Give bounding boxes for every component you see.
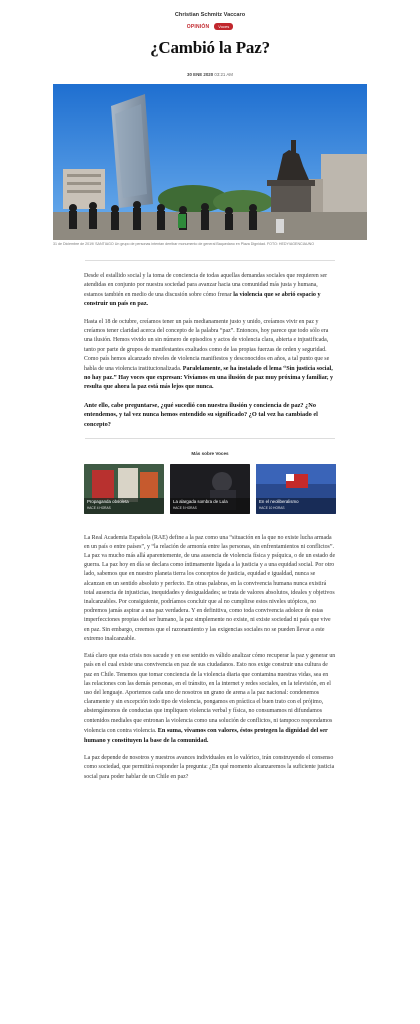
article-title: ¿Cambió la Paz? [150, 38, 270, 57]
section-tag[interactable]: OPINIÓN [186, 23, 210, 30]
card-title: En el neoliberalismo [259, 498, 299, 504]
related-card[interactable] [84, 464, 164, 514]
publish-time: 03:21 AM [214, 72, 233, 77]
related-section [84, 451, 336, 514]
tag-row [0, 23, 420, 30]
hero-image [53, 84, 367, 240]
divider [85, 438, 335, 439]
article-body-top [84, 272, 336, 430]
paragraph-1: Desde el estallido social y la toma de conciencia de todas aquellas demandas sociales que requieren ser atendidas en conjunto por nuestra sociedad para avanzar hacia una comunidad más justa y humana, estamos también en medio de una discusión sobre cómo frenar la violencia que se abrió espacio y construir un país en paz. [84, 273, 328, 308]
paragraph-3: Ante ello, cabe preguntarse, ¿qué sucedió con nuestra ilusión y conciencia de paz? ¿No entendemos, y tal vez nunca hemos entendido su significado? ¿O tal vez ha cambiado el concepto? [84, 401, 318, 429]
paragraph-5: Está claro que esta crisis nos sacude y en ese sentido es válido analizar cómo recuperar la paz y generar un país en el cual existe una convivencia en paz de sus ciudadanos. Esto nos exige construir una cultura de paz en Chile. Tenemos que tomar conciencia de la violencia diaria que contamina nuestras vidas, sea en las relaciones con las demás personas, en el tránsito, en la internet y redes sociales, en la televisión, en el uso del lenguaje. Aportemos cada uno de nosotros un grano de arena a la paz nacional: condenemos claramente y sin excepción todo tipo de violencia, pongamos en práctica el buen trato con el prójimo, abstengámonos de conductas que impliquen violencia verbal y física, no consumamos ni difundamos contenidos mediales que entronan la violencia como una solución de conflictos, ni tampoco respondamos violencia con contra violencia. En suma, vivamos con valores, éstos protegen la dignidad del ser humano y constituyen la base de la comunidad. [84, 653, 336, 744]
related-card[interactable] [256, 464, 336, 514]
article-body-bottom [84, 534, 336, 782]
author-name[interactable]: Christian Schmitz Vaccaro [174, 12, 246, 18]
paragraph-2: Hasta el 18 de octubre, creíamos tener un país medianamente justo y unido, creíamos vivir en paz y creíamos tener claridad acerca del concepto de la palabra “paz”. Entonces, hoy parece que todo sólo era una ilusión. Hemos vivido un sin número de episodios y actos de violencia clara, abierta e injustificada, tanto por parte de grupos de manifestantes exaltados como de las propias fuerzas de orden y seguridad. Como país hemos alcanzado niveles de violencia manifiestos y desconocidos en años, a tal punto que se habla de una violencia institucionalizada. Paralelamente, se ha instalado el lema “Sin justicia social, no hay paz.” Hay voces que expresan: Vivíamos en una ilusión de paz muy próxima y familiar, y resulta que ahora la paz está más lejos que nunca. [84, 318, 334, 391]
related-cards [84, 464, 336, 514]
card-time: HACE 10 HORAS [259, 505, 285, 510]
paragraph-6: La paz depende de nosotros y nuestros avances individuales en lo valórico, irán construyendo el consenso como sociedad, que permitirá responder la pregunta: ¿En qué momento alcanzaremos la suficiente justicia social para poder hablar de un Chile en paz? [84, 755, 335, 780]
top-strip [0, 0, 420, 10]
hero-photo [53, 84, 367, 240]
dateline [0, 72, 420, 77]
divider [85, 260, 335, 261]
paragraph-4: La Real Academia Española (RAE) define a la paz como una “situación en la que no existe lucha armada en un país o entre países”, y “la relación de armonía entre las personas, sin enfrentamientos ni conflictos”. La paz va mucho más allá aparentemente, de una ausencia de violencia física y psíquica, o de un estado de guerra. La paz hoy en día se declara como íntimamente ligada a la justicia y a una equidad social. Por otro lado, sabemos que en nuestro planeta tierra los conceptos de justicia, equidad e igualdad, nunca se alcanzan en un sentido absoluto y perfecto. En otras palabras, en la convivencia humana nunca existirá total ausencia de injusticias, inequidades y desigualdades; se trata de valores absolutos, ideales y objetivos inalcanzables. Por consiguiente, podríamos concluir que al no cumplirse estos niveles utópicos, no podremos jamás aspirar a una paz verdadera. Y en definitiva, como toda convivencia adolece de estas imperfecciones propias del ser humano, la paz simplemente no existe, ni existe sociedad ni país que vive en paz. Sin embargo, creemos que el razonamiento y las exigencias sociales no se pueden llevar a este extremo inalcanzable. [84, 534, 336, 642]
section-badge[interactable]: Voces [214, 23, 233, 30]
hero-caption: 31 de Diciembre de 2019/ SANTIAGO Un grupo de personas intentan derribar monumento de general Baquedano en Plaza Dignidad. FOTO: HEDY/AGENCIAUNO [53, 242, 315, 246]
card-title: Propaganda obsoleta [87, 498, 129, 504]
card-time: HACE 5 HORAS [173, 505, 197, 510]
related-card[interactable] [170, 464, 250, 514]
card-time: HACE 4 HORAS [87, 505, 111, 510]
related-title: Más sobre Voces [191, 450, 229, 456]
card-title: La alargada sombra de Lula [173, 498, 228, 504]
publish-date: 30 ENE 2020 [187, 72, 214, 77]
